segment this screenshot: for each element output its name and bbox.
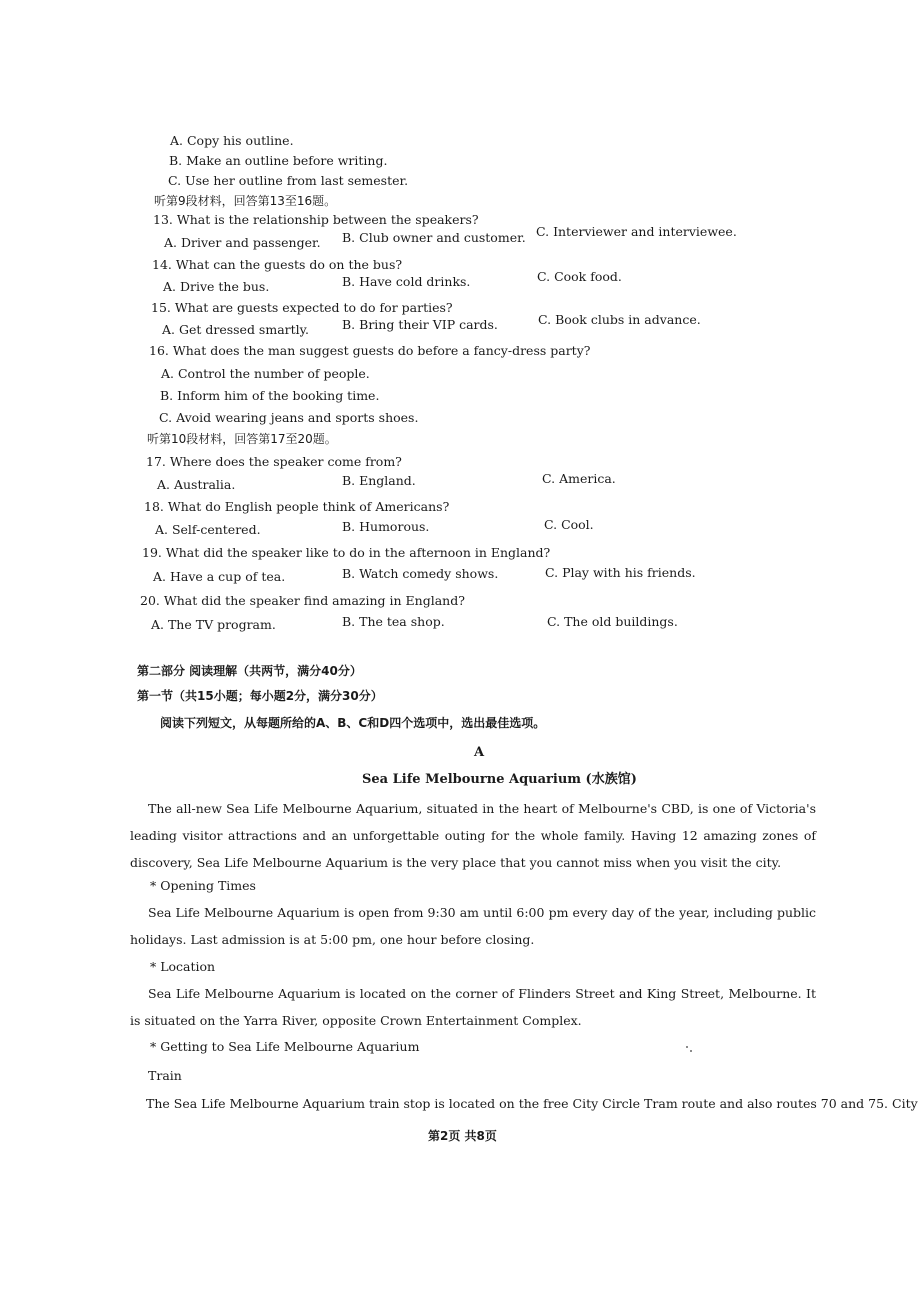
q13-option-a: A. Driver and passenger. xyxy=(164,235,321,250)
section9-instruction: 听第9段材料，回答第13至16题。 xyxy=(154,194,337,208)
q15-option-b: B. Bring their VIP cards. xyxy=(342,317,498,332)
reading-instruction: 阅读下列短文，从每题所给的A、B、C和D四个选项中，选出最佳选项。 xyxy=(160,716,546,730)
q13-stem: 13. What is the relationship between the speakers? xyxy=(153,212,479,227)
q12-option-b: B. Make an outline before writing. xyxy=(169,153,388,168)
q19-option-c: C. Play with his friends. xyxy=(545,565,696,580)
q12-option-a: A. Copy his outline. xyxy=(170,133,294,148)
passage-paragraph-opening: Sea Life Melbourne Aquarium is open from 9:30 am until 6:00 pm every day of the year, including public holidays. Last admission is at 5:00 pm, one hour before closing. xyxy=(130,905,816,947)
q17-option-b: B. England. xyxy=(342,473,416,488)
heading-opening-times: * Opening Times xyxy=(150,878,256,893)
heading-getting-there: * Getting to Sea Life Melbourne Aquarium xyxy=(150,1039,420,1054)
q20-option-a: A. The TV program. xyxy=(151,617,276,632)
q20-option-c: C. The old buildings. xyxy=(547,614,678,629)
passage-paragraph-location: Sea Life Melbourne Aquarium is located on the corner of Flinders Street and King Street, Melbourne. It is situated on the Yarra River, opposite Crown Entertainment Complex. xyxy=(130,986,816,1028)
scan-speck xyxy=(690,1050,692,1052)
q14-option-a: A. Drive the bus. xyxy=(163,279,270,294)
passage-letter: A xyxy=(474,745,485,760)
heading-train: Train xyxy=(148,1068,182,1083)
q16-option-a: A. Control the number of people. xyxy=(161,366,370,381)
q18-option-c: C. Cool. xyxy=(544,517,594,532)
q18-stem: 18. What do English people think of Americans? xyxy=(144,499,450,514)
q16-option-c: C. Avoid wearing jeans and sports shoes. xyxy=(159,410,419,425)
q12-option-c: C. Use her outline from last semester. xyxy=(168,173,409,188)
q14-option-c: C. Cook food. xyxy=(537,269,622,284)
q14-stem: 14. What can the guests do on the bus? xyxy=(152,257,403,272)
q19-option-b: B. Watch comedy shows. xyxy=(342,566,499,581)
passage-paragraph-intro: The all-new Sea Life Melbourne Aquarium, situated in the heart of Melbourne's CBD, is one of Victoria's leading visitor attractions and an unforgettable outing for the whole family. Having 12 amazing zones of discovery, Sea Life Melbourne Aquarium is the very place that you cannot miss when you visit the city. xyxy=(130,801,816,870)
q16-stem: 16. What does the man suggest guests do before a fancy-dress party? xyxy=(149,343,591,358)
q20-stem: 20. What did the speaker find amazing in England? xyxy=(140,593,465,608)
q19-option-a: A. Have a cup of tea. xyxy=(153,569,286,584)
section1-title: 第一节（共15小题；每小题2分，满分30分） xyxy=(137,689,383,703)
q15-option-c: C. Book clubs in advance. xyxy=(538,312,701,327)
part2-title: 第二部分 阅读理解（共两节，满分40分） xyxy=(137,664,362,678)
heading-location: * Location xyxy=(150,959,216,974)
q17-option-a: A. Australia. xyxy=(157,477,236,492)
passage-title: Sea Life Melbourne Aquarium (水族馆) xyxy=(362,772,637,787)
q13-option-c: C. Interviewer and interviewee. xyxy=(536,224,737,239)
q13-option-b: B. Club owner and customer. xyxy=(342,230,526,245)
section10-instruction: 听第10段材料，回答第17至20题。 xyxy=(147,432,337,446)
q19-stem: 19. What did the speaker like to do in the afternoon in England? xyxy=(142,545,551,560)
q17-stem: 17. Where does the speaker come from? xyxy=(146,454,402,469)
q15-stem: 15. What are guests expected to do for parties? xyxy=(151,300,453,315)
scan-speck xyxy=(686,1046,688,1048)
q18-option-b: B. Humorous. xyxy=(342,519,430,534)
q18-option-a: A. Self-centered. xyxy=(155,522,261,537)
q17-option-c: C. America. xyxy=(542,471,616,486)
q14-option-b: B. Have cold drinks. xyxy=(342,274,471,289)
passage-paragraph-train: The Sea Life Melbourne Aquarium train stop is located on the free City Circle Tram route and also routes 70 and 75. City xyxy=(146,1096,918,1111)
q16-option-b: B. Inform him of the booking time. xyxy=(160,388,380,403)
q20-option-b: B. The tea shop. xyxy=(342,614,445,629)
q15-option-a: A. Get dressed smartly. xyxy=(162,322,310,337)
page-footer: 第2页 共8页 xyxy=(428,1129,497,1143)
